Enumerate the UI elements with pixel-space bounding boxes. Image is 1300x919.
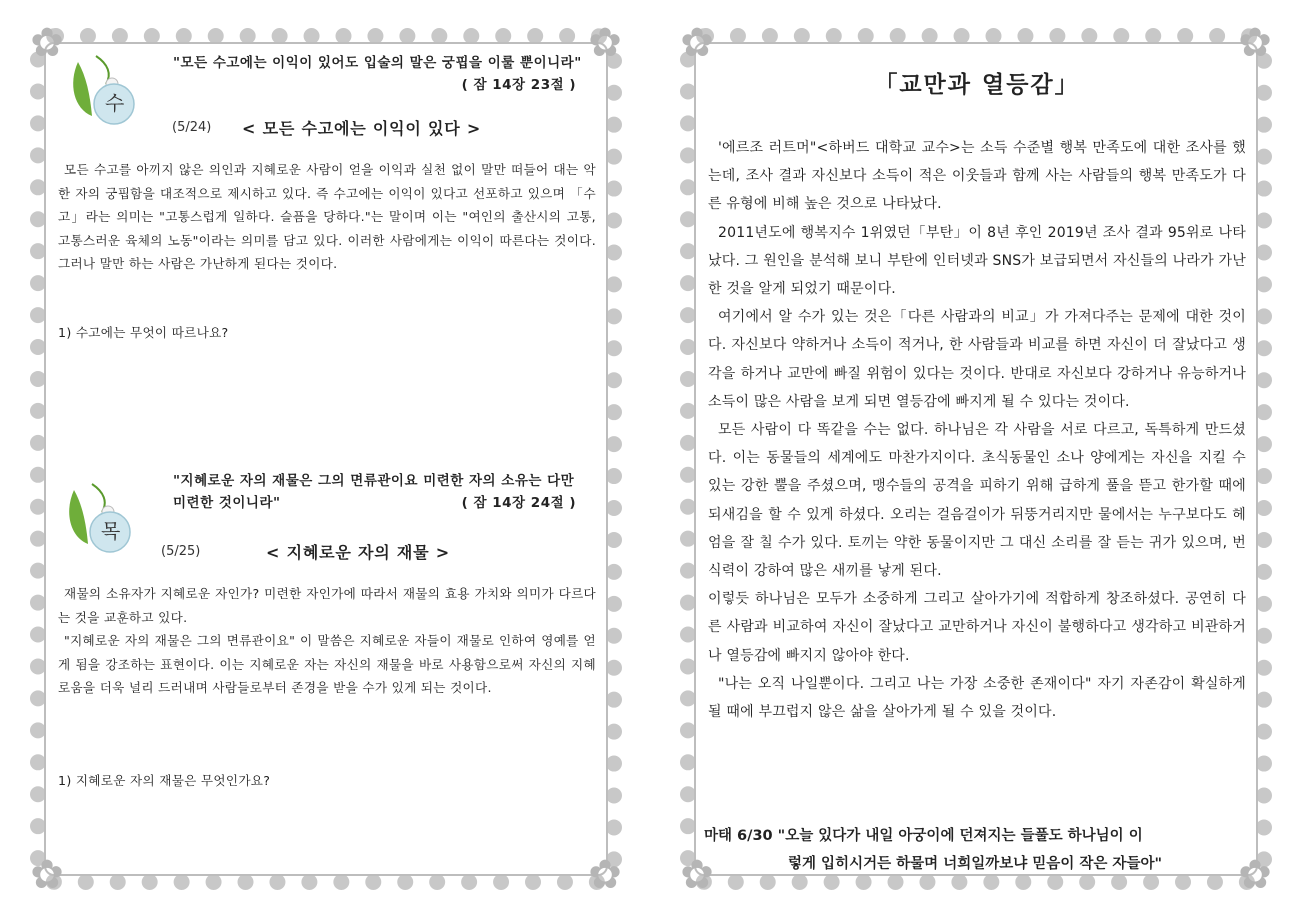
- question-text: 1) 지혜로운 자의 재물은 무엇인가요?: [58, 773, 271, 788]
- article-body: [708, 134, 1246, 726]
- article-paragraph: 모든 사람이 다 똑같을 수는 없다. 하나님은 각 사람을 서로 다르고, 독특하게 만드셨다. 이는 동물들의 세계에도 마찬가지이다. 초식동물인 소나 양에게는 자신을 지킬 수 있는 강한 뿔을 주셨으며, 맹수들의 공격을 피하기 위해 급하게 풀을 뜯고 한가할 때에 되새김을 할 수 있게 하셨다. 오리는 걸음걸이가 뒤뚱거리지만 물에서는 누구보다도 헤엄을 잘 칠 수가 있다. 토끼는 약한 동물이지만 그 대신 소리를 잘 듣는 귀가 있으며, 번식력이 강하여 많은 새끼를 낳게 된다.: [708, 422, 1246, 580]
- verse-quote: [173, 470, 590, 514]
- section-title: < 지혜로운 자의 재물 >: [266, 543, 450, 562]
- corner-ornament-icon: ✿: [1238, 20, 1272, 66]
- left-content: [58, 50, 596, 870]
- footer-line: 마태 6/30 "오늘 있다가 내일 아궁이에 던져지는 들풀도 하나님이 이: [704, 828, 1143, 844]
- article-paragraph: 여기에서 알 수가 있는 것은「다른 사람과의 비교」가 가져다주는 문제에 대한 것이다. 자신보다 약하거나 소득이 적거나, 한 사람들과 비교를 하면 자신이 더 잘났다고 생각을 하거나 교만에 빠질 위험이 있다는 것이다. 반대로 자신보다 강하거나 유능하거나 소득이 많은 사람을 보게 되면 열등감에 빠지게 될 수 있다는 것이다.: [708, 309, 1246, 410]
- verse-text: "모든 수고에는 이익이 있어도 입술의 말은 궁핍을 이룰 뿐이니라": [173, 55, 582, 71]
- verse-reference: ( 잠 14장 23절 ): [461, 77, 576, 93]
- badge-text: 수: [105, 91, 125, 115]
- article-paragraph: 2011년도에 행복지수 1위였던「부탄」이 8년 후인 2019년 조사 결과 95위로 나타났다. 그 원인을 분석해 보니 부탄에 인터넷과 SNS가 보급되면서 자신들의 나라가 가난한 것을 알게 되었기 때문이다.: [708, 224, 1246, 298]
- corner-ornament-icon: ✿: [30, 20, 64, 66]
- body-paragraph: 모든 수고를 아끼지 않은 의인과 지혜로운 사람이 얻을 이익과 실천 없이 말만 떠들어 대는 악한 자의 궁핍함을 대조적으로 제시하고 있다. 즉 수고에는 이익이 있다고 선포하고 있으며 「수고」라는 의미는 "고통스럽게 일하다. 슬픔을 당하다."는 말이며 이는 "여인의 출산시의 고통, 고통스러운 육체의 노동"이라는 의미를 담고 있다. 이러한 사람에게는 이익이 따른다는 것이다. 그러나 말만 하는 사람은 가난하게 된다는 것이다.: [58, 162, 596, 271]
- footer-line: 렇게 입히시거든 하물며 너희일까보냐 믿음이 작은 자들아": [788, 856, 1163, 872]
- corner-ornament-icon: ✿: [588, 20, 622, 66]
- question-text: 1) 수고에는 무엇이 따르나요?: [58, 325, 229, 340]
- section-body: [58, 582, 596, 700]
- body-paragraph: 재물의 소유자가 지혜로운 자인가? 미련한 자인가에 따라서 재물의 효용 가치와 의미가 다르다는 것을 교훈하고 있다.: [58, 586, 596, 625]
- lily-badge-icon: [64, 482, 134, 562]
- corner-ornament-icon: ✿: [680, 20, 714, 66]
- badge-text: 목: [101, 519, 121, 543]
- corner-ornament-icon: ✿: [588, 852, 622, 898]
- right-page: [680, 20, 1272, 898]
- right-content: [704, 50, 1246, 872]
- page-title: 「교만과 열등감」: [874, 72, 1080, 98]
- scripture-footer: [704, 822, 1246, 878]
- verse-reference: ( 잠 14장 24절 ): [461, 495, 576, 511]
- corner-ornament-icon: ✿: [30, 852, 64, 898]
- corner-ornament-icon: ✿: [1238, 852, 1272, 898]
- body-paragraph: "지혜로운 자의 재물은 그의 면류관이요" 이 말씀은 지혜로운 자들이 재물로 인하여 영예를 얻게 됨을 강조하는 표현이다. 이는 지혜로운 자는 자신의 재물을 바로 사용함으로써 자신의 지혜로움을 더욱 널리 드러내며 사람들로부터 존경을 받을 수가 있게 되는 것이다.: [58, 633, 596, 695]
- article-paragraph: '에르조 러트머"<하버드 대학교 교수>는 소득 수준별 행복 만족도에 대한 조사를 했는데, 조사 결과 자신보다 소득이 적은 이웃들과 함께 사는 사람들의 행복 만족도가 다른 유형에 비해 높은 것으로 나타났다.: [708, 140, 1246, 213]
- article-paragraph: "나는 오직 나일뿐이다. 그리고 나는 가장 소중한 존재이다" 자기 자존감이 확실하게 될 때에 부끄럽지 않은 삶을 살아가게 될 수 있을 것이다.: [708, 675, 1246, 721]
- section-title: < 모든 수고에는 이익이 있다 >: [242, 119, 482, 138]
- lily-badge-icon: [68, 54, 138, 134]
- left-page: [30, 20, 622, 898]
- article-paragraph: 이렇듯 하나님은 모두가 소중하게 그리고 살아가기에 적합하게 창조하셨다. 공연히 다른 사람과 비교하여 자신이 잘났다고 교만하거나 자신이 불행하다고 생각하고 비관하거나 열등감에 빠지지 않아야 한다.: [708, 591, 1246, 664]
- section-body: [58, 158, 596, 276]
- verse-quote: [173, 52, 590, 96]
- verse-text: "지혜로운 자의 재물은 그의 면류관이요 미련한 자의 소유는 다만 미련한 것이니라": [173, 473, 575, 511]
- date-label: (5/24): [172, 120, 212, 135]
- corner-ornament-icon: ✿: [680, 852, 714, 898]
- date-label: (5/25): [161, 544, 201, 559]
